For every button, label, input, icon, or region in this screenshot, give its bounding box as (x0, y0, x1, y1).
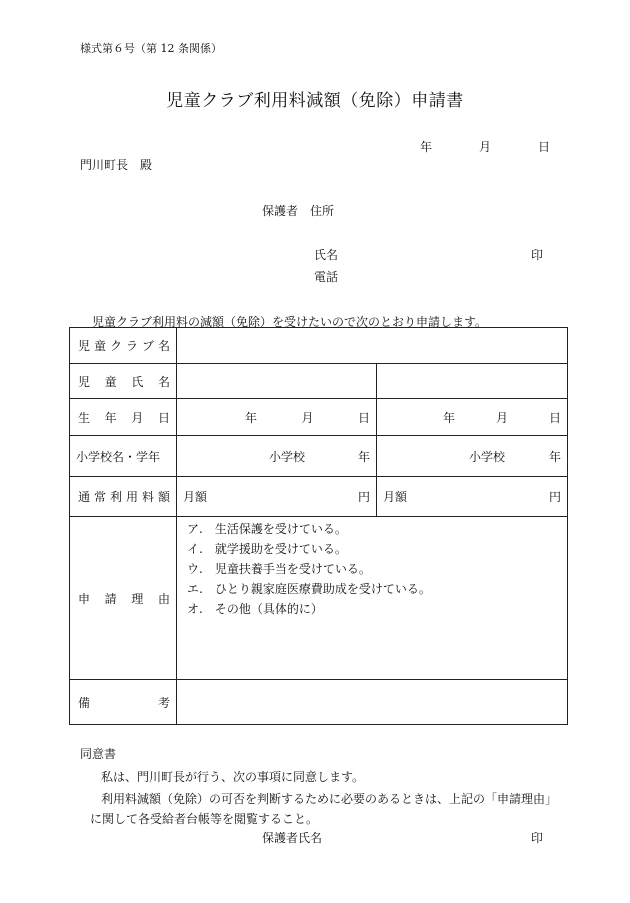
birth-date-label: 生年月日 (70, 399, 177, 436)
birth-month-unit: 月 (495, 410, 508, 425)
remarks-label: 備考 (70, 680, 177, 725)
consent-seal-mark: 印 (531, 831, 544, 845)
birth-year-unit: 年 (443, 410, 456, 425)
consent-heading: 同意書 (80, 747, 117, 761)
birth-month-unit: 月 (301, 410, 314, 425)
club-name-label: 児童クラブ名 (70, 328, 177, 364)
application-table (69, 327, 568, 725)
table-row (70, 436, 568, 477)
table-row (70, 399, 568, 436)
consent-line-1: 私は、門川町長が行う、次の事項に同意します。 (101, 770, 365, 784)
table-row (70, 364, 568, 399)
guardian-name-label: 保護者氏名 (262, 831, 323, 845)
birth-year-unit: 年 (245, 410, 258, 425)
guardian-address-label: 保護者 住所 (262, 204, 335, 218)
regular-fee-field-2[interactable] (377, 477, 568, 517)
yen-unit: 円 (548, 490, 561, 504)
child-name-field-2[interactable] (377, 364, 568, 399)
child-name-label: 児童氏名 (70, 364, 177, 399)
consent-line-3: に関して各受給者台帳等を閲覧すること。 (90, 812, 319, 826)
date-month: 月 (479, 140, 492, 154)
table-row (70, 680, 568, 725)
club-name-field[interactable] (177, 328, 568, 364)
reason-list (187, 519, 561, 619)
yen-unit: 円 (357, 490, 370, 504)
page-title: 児童クラブ利用料減額（免除）申請書 (166, 91, 464, 111)
birth-day-unit: 日 (357, 410, 370, 425)
addressee: 門川町長 殿 (80, 158, 153, 172)
table-row (70, 477, 568, 517)
form-number: 様式第６号（第 12 条関係） (80, 42, 222, 55)
birth-date-field-1[interactable] (177, 399, 377, 436)
reason-field[interactable] (177, 517, 568, 680)
intro-text: 児童クラブ利用料の減額（免除）を受けたいので次のとおり申請します。 (92, 315, 488, 329)
child-name-field-1[interactable] (177, 364, 377, 399)
reason-item-a[interactable]: ア. 生活保護を受けている。 (187, 522, 347, 536)
regular-fee-label: 通常利用料額 (70, 477, 177, 517)
seal-mark: 印 (531, 248, 544, 262)
regular-fee-field-1[interactable] (177, 477, 377, 517)
school-grade-field-1[interactable] (177, 436, 377, 477)
reason-item-u[interactable]: ウ. 児童扶養手当を受けている。 (187, 562, 371, 576)
monthly-label: 月額 (183, 490, 208, 504)
birth-date-field-2[interactable] (377, 399, 568, 436)
remarks-field[interactable] (177, 680, 568, 725)
reason-item-e[interactable]: エ. ひとり親家庭医療費助成を受けている。 (187, 582, 431, 596)
reason-item-i[interactable]: イ. 就学援助を受けている。 (187, 542, 347, 556)
school-suffix: 小学校 (269, 449, 306, 464)
table-row (70, 517, 568, 680)
monthly-label: 月額 (383, 490, 408, 504)
name-label: 氏名 (314, 248, 339, 262)
school-grade-label: 小学校名・学年 (70, 436, 177, 477)
date-year: 年 (420, 140, 433, 154)
reason-label: 申請理由 (70, 517, 177, 680)
phone-label: 電話 (314, 270, 339, 284)
table-row (70, 328, 568, 364)
reason-item-o[interactable]: オ. その他（具体的に） (187, 602, 323, 616)
grade-suffix: 年 (357, 449, 370, 464)
school-grade-field-2[interactable] (377, 436, 568, 477)
school-suffix: 小学校 (469, 449, 506, 464)
date-day: 日 (538, 140, 551, 154)
consent-line-2: 利用料減額（免除）の可否を判断するために必要のあるときは、上記の「申請理由」 (101, 792, 558, 806)
birth-day-unit: 日 (548, 410, 561, 425)
grade-suffix: 年 (548, 449, 561, 464)
